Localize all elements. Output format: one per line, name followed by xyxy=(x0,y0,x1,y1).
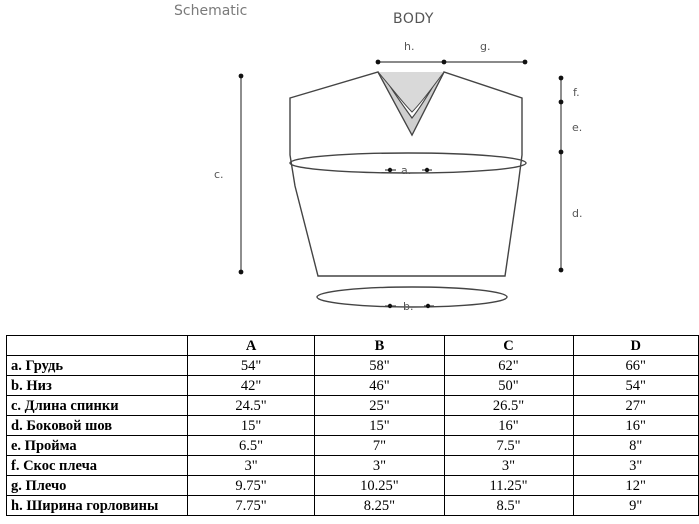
table-cell: 7.5" xyxy=(444,436,573,456)
table-cell: 3" xyxy=(573,456,698,476)
row-label: h. Ширина горловины xyxy=(7,496,188,516)
length-dot-bottom xyxy=(239,270,244,275)
table-header-row xyxy=(7,336,699,356)
body-title: BODY xyxy=(393,11,434,27)
table-cell: 10.25" xyxy=(315,476,444,496)
e-dot-bottom xyxy=(559,150,564,155)
table-cell: 24.5" xyxy=(187,396,315,416)
table-cell: 3" xyxy=(187,456,315,476)
table-corner-cell xyxy=(7,336,188,356)
f-dot-top xyxy=(559,76,564,81)
table-cell: 7.75" xyxy=(187,496,315,516)
table-cell: 26.5" xyxy=(444,396,573,416)
table-cell: 16" xyxy=(444,416,573,436)
table-cell: 15" xyxy=(315,416,444,436)
table-cell: 6.5" xyxy=(187,436,315,456)
table-cell: 8.5" xyxy=(444,496,573,516)
row-label: a. Грудь xyxy=(7,356,188,376)
f-dot-bottom xyxy=(559,100,564,105)
table-cell: 9.75" xyxy=(187,476,315,496)
table-cell: 54" xyxy=(187,356,315,376)
column-header: C xyxy=(444,336,573,356)
row-label: b. Низ xyxy=(7,376,188,396)
label-e: e. xyxy=(572,121,583,134)
table-cell: 8" xyxy=(573,436,698,456)
table-row xyxy=(7,376,699,396)
h-dot-left xyxy=(376,60,381,65)
table-cell: 42" xyxy=(187,376,315,396)
table-row xyxy=(7,416,699,436)
bottom-dot-left xyxy=(388,304,392,308)
length-dot-top xyxy=(239,74,244,79)
table-row xyxy=(7,456,699,476)
table-cell: 16" xyxy=(573,416,698,436)
label-g: g. xyxy=(480,40,491,53)
column-header: B xyxy=(315,336,444,356)
label-d: d. xyxy=(572,207,583,220)
chest-dot-left xyxy=(388,168,392,172)
table-cell: 11.25" xyxy=(444,476,573,496)
table-row xyxy=(7,356,699,376)
table-row xyxy=(7,396,699,416)
column-header: D xyxy=(573,336,698,356)
table-cell: 27" xyxy=(573,396,698,416)
table-cell: 7" xyxy=(315,436,444,456)
row-label: c. Длина спинки xyxy=(7,396,188,416)
table-cell: 66" xyxy=(573,356,698,376)
table-row xyxy=(7,436,699,456)
h-dot-right xyxy=(442,60,447,65)
label-f: f. xyxy=(573,86,580,99)
table-cell: 54" xyxy=(573,376,698,396)
table-row xyxy=(7,496,699,516)
table-cell: 62" xyxy=(444,356,573,376)
table-cell: 25" xyxy=(315,396,444,416)
label-c: c. xyxy=(214,168,224,181)
d-dot-bottom xyxy=(559,268,564,273)
row-label: g. Плечо xyxy=(7,476,188,496)
table-cell: 3" xyxy=(315,456,444,476)
table-cell: 9" xyxy=(573,496,698,516)
table-row xyxy=(7,476,699,496)
label-a: a. xyxy=(401,164,412,177)
table-cell: 50" xyxy=(444,376,573,396)
table-cell: 15" xyxy=(187,416,315,436)
table-cell: 58" xyxy=(315,356,444,376)
row-label: f. Скос плеча xyxy=(7,456,188,476)
label-h: h. xyxy=(404,40,415,53)
table-cell: 3" xyxy=(444,456,573,476)
row-label: d. Боковой шов xyxy=(7,416,188,436)
table-cell: 12" xyxy=(573,476,698,496)
label-b: b. xyxy=(403,300,414,313)
schematic-title: Schematic xyxy=(174,3,248,19)
chest-dot-right xyxy=(425,168,429,172)
row-label: e. Пройма xyxy=(7,436,188,456)
sizes-table xyxy=(6,335,699,516)
g-dot-right xyxy=(523,60,528,65)
bottom-dot-right xyxy=(426,304,430,308)
table-cell: 46" xyxy=(315,376,444,396)
table-cell: 8.25" xyxy=(315,496,444,516)
column-header: A xyxy=(187,336,315,356)
